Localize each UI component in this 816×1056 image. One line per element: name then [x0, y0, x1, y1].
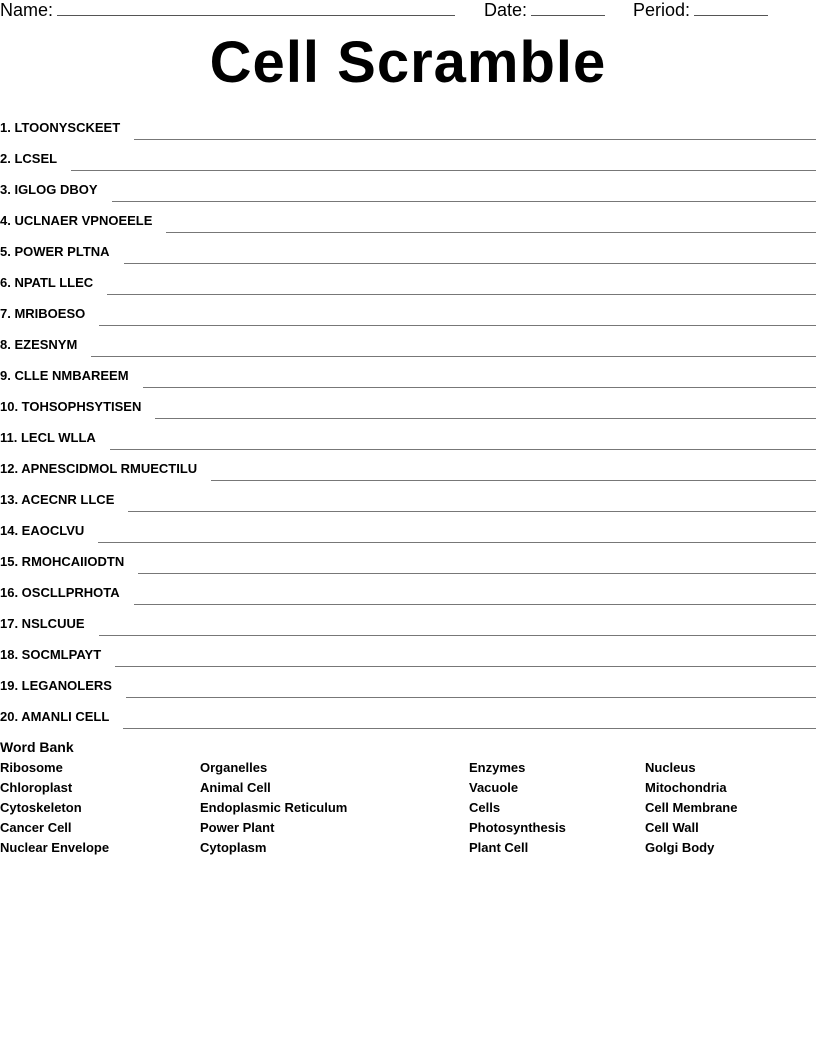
answer-line[interactable]: [98, 541, 816, 543]
question-row: [0, 390, 816, 421]
word-bank-item: Enzymes: [469, 760, 526, 775]
answer-line[interactable]: [143, 386, 816, 388]
question-row: [0, 359, 816, 390]
answer-line[interactable]: [128, 510, 816, 512]
scrambled-word: 1. LTOONYSCKEET: [0, 120, 121, 135]
answer-line[interactable]: [99, 634, 816, 636]
question-row: [0, 638, 816, 669]
answer-line[interactable]: [166, 231, 816, 233]
question-list: [0, 111, 816, 731]
question-row: [0, 700, 816, 731]
word-bank-item: Cytoplasm: [200, 840, 267, 855]
header-row: [0, 0, 816, 22]
word-bank: [0, 739, 816, 868]
scrambled-word: 3. IGLOG DBOY: [0, 182, 98, 197]
scrambled-word: 20. AMANLI CELL: [0, 709, 110, 724]
question-row: [0, 111, 816, 142]
scrambled-word: 13. ACECNR LLCE: [0, 492, 115, 507]
answer-line[interactable]: [115, 665, 816, 667]
answer-line[interactable]: [134, 603, 816, 605]
question-row: [0, 235, 816, 266]
word-bank-item: Nuclear Envelope: [0, 840, 110, 855]
question-row: [0, 483, 816, 514]
page-title: Cell Scramble: [209, 30, 607, 95]
word-bank-grid: [0, 758, 816, 868]
question-row: [0, 421, 816, 452]
question-row: [0, 142, 816, 173]
answer-line[interactable]: [71, 169, 816, 171]
answer-line[interactable]: [155, 417, 816, 419]
question-row: [0, 576, 816, 607]
word-bank-item: Cell Wall: [645, 820, 699, 835]
period-blank-line[interactable]: [694, 0, 768, 16]
word-bank-item: Ribosome: [0, 760, 63, 775]
scrambled-word: 14. EAOCLVU: [0, 523, 85, 538]
question-row: [0, 545, 816, 576]
question-row: [0, 514, 816, 545]
scrambled-word: 9. CLLE NMBAREEM: [0, 368, 129, 383]
question-row: [0, 297, 816, 328]
scrambled-word: 19. LEGANOLERS: [0, 678, 112, 693]
scrambled-word: 2. LCSEL: [0, 151, 58, 166]
word-bank-column: [0, 758, 109, 858]
word-bank-column: [645, 758, 737, 858]
question-row: [0, 173, 816, 204]
question-row: [0, 452, 816, 483]
period-field[interactable]: [633, 0, 768, 20]
word-bank-title: Word Bank: [0, 739, 74, 755]
word-bank-column: [200, 758, 347, 858]
answer-line[interactable]: [126, 696, 816, 698]
scrambled-word: 10. TOHSOPHSYTISEN: [0, 399, 142, 414]
scrambled-word: 11. LECL WLLA: [0, 430, 96, 445]
scrambled-word: 12. APNESCIDMOL RMUECTILU: [0, 461, 198, 476]
scrambled-word: 7. MRIBOESO: [0, 306, 86, 321]
date-blank-line[interactable]: [531, 0, 605, 16]
period-label: Period:: [633, 0, 691, 20]
answer-line[interactable]: [138, 572, 816, 574]
answer-line[interactable]: [211, 479, 816, 481]
scrambled-word: 18. SOCMLPAYT: [0, 647, 102, 662]
word-bank-item: Chloroplast: [0, 780, 73, 795]
word-bank-item: Mitochondria: [645, 780, 727, 795]
name-label: Name:: [0, 0, 54, 20]
word-bank-item: Cells: [469, 800, 501, 815]
answer-line[interactable]: [112, 200, 816, 202]
word-bank-item: Power Plant: [200, 820, 275, 835]
question-row: [0, 607, 816, 638]
date-label: Date:: [484, 0, 528, 20]
word-bank-item: Vacuole: [469, 780, 519, 795]
name-blank-line[interactable]: [57, 0, 455, 16]
question-row: [0, 266, 816, 297]
answer-line[interactable]: [91, 355, 816, 357]
answer-line[interactable]: [99, 324, 816, 326]
scrambled-word: 8. EZESNYM: [0, 337, 78, 352]
answer-line[interactable]: [134, 138, 816, 140]
scrambled-word: 4. UCLNAER VPNOEELE: [0, 213, 153, 228]
question-row: [0, 669, 816, 700]
word-bank-item: Golgi Body: [645, 840, 715, 855]
scrambled-word: 16. OSCLLPRHOTA: [0, 585, 120, 600]
date-field[interactable]: [484, 0, 605, 20]
word-bank-column: [469, 758, 566, 858]
word-bank-item: Photosynthesis: [469, 820, 566, 835]
answer-line[interactable]: [124, 262, 816, 264]
scrambled-word: 6. NPATL LLEC: [0, 275, 94, 290]
answer-line[interactable]: [123, 727, 816, 729]
word-bank-item: Cancer Cell: [0, 820, 72, 835]
word-bank-item: Cell Membrane: [645, 800, 738, 815]
word-bank-item: Endoplasmic Reticulum: [200, 800, 348, 815]
name-field[interactable]: [0, 0, 455, 20]
answer-line[interactable]: [107, 293, 816, 295]
answer-line[interactable]: [110, 448, 816, 450]
scrambled-word: 15. RMOHCAIIODTN: [0, 554, 125, 569]
word-bank-item: Cytoskeleton: [0, 800, 82, 815]
word-bank-item: Plant Cell: [469, 840, 529, 855]
question-row: [0, 204, 816, 235]
question-row: [0, 328, 816, 359]
scrambled-word: 17. NSLCUUE: [0, 616, 85, 631]
word-bank-item: Animal Cell: [200, 780, 271, 795]
word-bank-item: Nucleus: [645, 760, 696, 775]
word-bank-item: Organelles: [200, 760, 268, 775]
scrambled-word: 5. POWER PLTNA: [0, 244, 110, 259]
